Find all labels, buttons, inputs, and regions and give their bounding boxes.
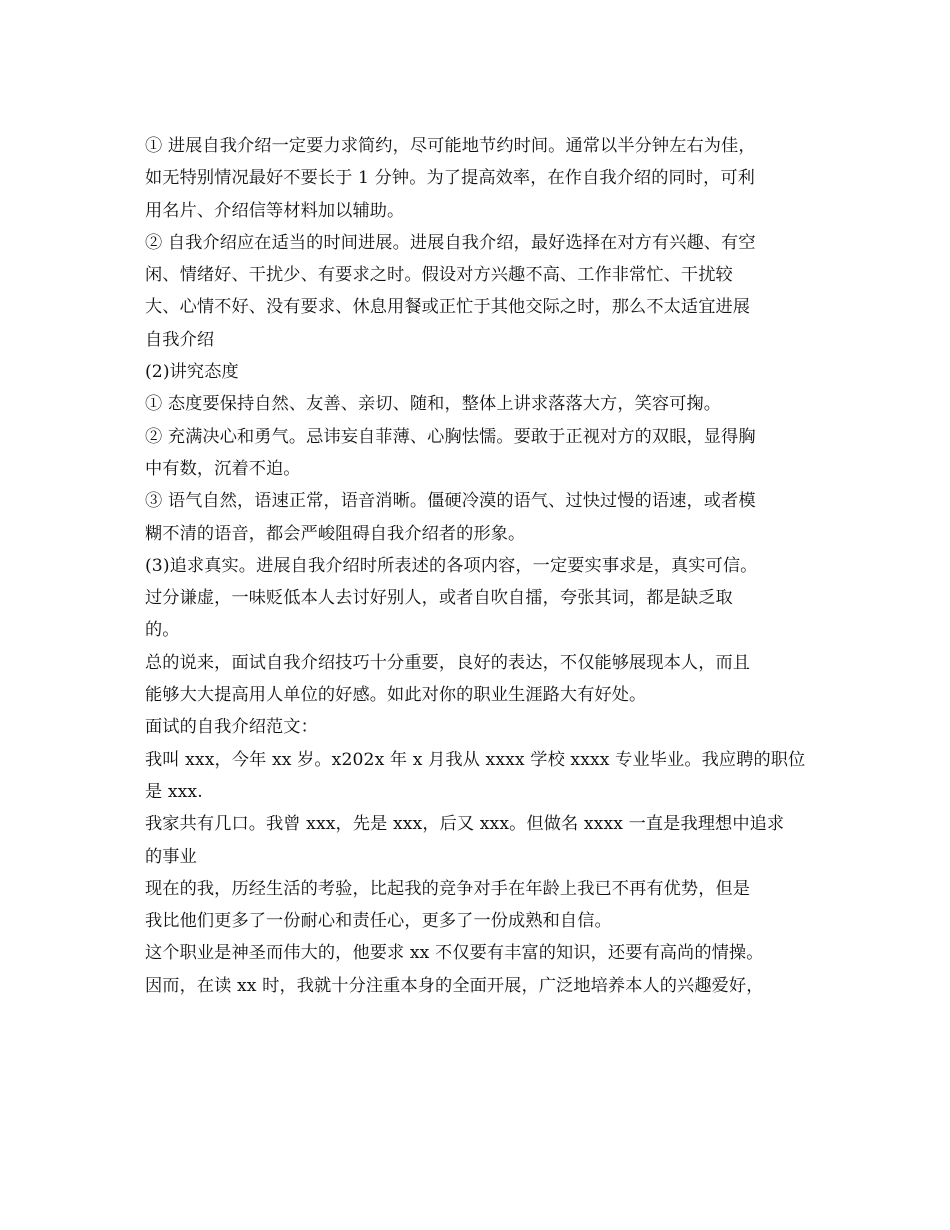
text-line: ② 充满决心和勇气。忌讳妄自菲薄、心胸怯懦。要敢于正视对方的双眼，显得胸 bbox=[145, 426, 756, 447]
text-line: ① 态度要保持自然、友善、亲切、随和，整体上讲求落落大方，笑容可掬。 bbox=[145, 394, 722, 415]
text-line: 现在的我，历经生活的考验，比起我的竞争对手在年龄上我已不再有优势，但是 bbox=[145, 878, 751, 899]
text-line: 中有数，沉着不迫。 bbox=[145, 458, 301, 479]
text-line: 大、心情不好、没有要求、休息用餐或正忙于其他交际之时，那么不太适宜进展 bbox=[145, 297, 751, 318]
text-line: 是 xxx. bbox=[145, 781, 203, 802]
section-heading: (2)讲究态度 bbox=[145, 362, 239, 383]
text-line: 如无特别情况最好不要长于 1 分钟。为了提高效率，在作自我介绍的同时，可利 bbox=[145, 168, 755, 189]
text-line: 用名片、介绍信等材料加以辅助。 bbox=[145, 200, 405, 221]
text-line: ① 进展自我介绍一定要力求简约，尽可能地节约时间。通常以半分钟左右为佳， bbox=[145, 136, 756, 156]
document-body bbox=[145, 130, 815, 1002]
text-line: ③ 语气自然，语速正常，语音消晰。僵硬冷漠的语气、过快过慢的语速，或者模 bbox=[145, 491, 756, 512]
text-line: 闲、情绪好、干扰少、有要求之时。假设对方兴趣不高、工作非常忙、干扰较 bbox=[145, 265, 733, 286]
text-line: 我家共有几口。我曾 xxx，先是 xxx，后又 xxx。但做名 xxxx 一直是我理想中追求 bbox=[145, 814, 785, 835]
text-line: 过分谦虚，一味贬低本人去讨好别人，或者自吹自擂，夸张其词，都是缺乏取 bbox=[145, 588, 733, 609]
text-line: 糊不清的语音，都会严峻阻碍自我介绍者的形象。 bbox=[145, 523, 526, 544]
text-line: 能够大大提高用人单位的好感。如此对你的职业生涯路大有好处。 bbox=[145, 685, 647, 706]
text-line: 我叫 xxx，今年 xx 岁。x202x 年 x 月我从 xxxx 学校 xxxx 专业毕业。我应聘的职位 bbox=[145, 749, 806, 770]
text-line: 总的说来，面试自我介绍技巧十分重要，良好的表达，不仅能够展现本人，而且 bbox=[145, 652, 751, 673]
text-line: (3)追求真实。进展自我介绍时所表述的各项内容，一定要实事求是，真实可信。 bbox=[145, 555, 758, 576]
text-line: ② 自我介绍应在适当的时间进展。进展自我介绍，最好选择在对方有兴趣、有空 bbox=[145, 232, 756, 253]
text-line: 的。 bbox=[145, 620, 180, 641]
section-heading: 面试的自我介绍范文： bbox=[145, 717, 318, 738]
text-line: 自我介绍 bbox=[145, 329, 215, 350]
text-line: 我比他们更多了一份耐心和责任心，更多了一份成熟和自信。 bbox=[145, 911, 612, 932]
text-line: 的事业 bbox=[145, 846, 197, 867]
text-line: 因而，在读 xx 时，我就十分注重本身的全面开展，广泛地培养本人的兴趣爱好， bbox=[145, 975, 764, 996]
text-line: 这个职业是神圣而伟大的，他要求 xx 不仅要有丰富的知识，还要有高尚的情操。 bbox=[145, 943, 764, 964]
